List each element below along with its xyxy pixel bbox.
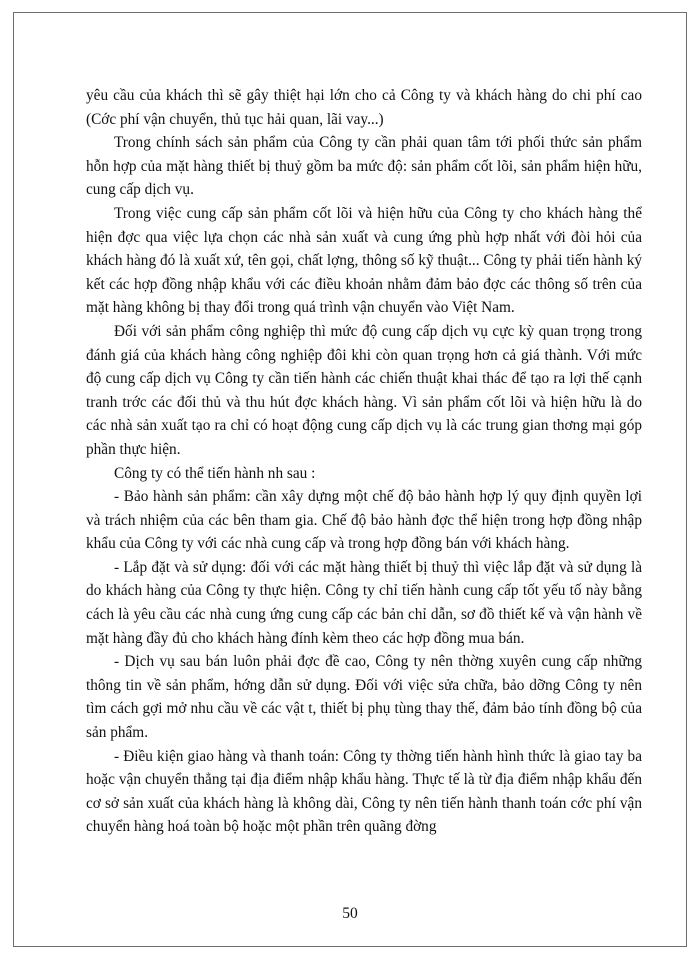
paragraph-product-policy: Trong chính sách sản phẩm của Công ty cần phải quan tâm tới phối thức sản phẩm hỗn hợp của mặt hàng thiết bị thuỷ gồm ba mức độ: sản phẩm cốt lõi, sản phẩm hiện hữu, cung cấp dịch vụ.: [86, 134, 642, 199]
list-item-after-sales: - Dịch vụ sau bán luôn phải đợc đề cao, Công ty nên thờng xuyên cung cấp những thông tin về sản phẩm, hớng dẫn sử dụng. Đối với việc sửa chữa, bảo dỡng Công ty nên tìm cách gợi mở nhu cầu về các vật t, thiết bị phụ tùng thay thế, đảm bảo tính đồng bộ của sản phẩm.: [86, 653, 642, 742]
body-text: [86, 84, 642, 839]
paragraph-intro-list: Công ty có thể tiến hành nh sau :: [114, 464, 316, 482]
list-item-delivery-payment: - Điều kiện giao hàng và thanh toán: Công ty thờng tiến hành hình thức là giao tay ba hoặc vận chuyển thẳng tại địa điểm nhập khẩu hàng. Thực tế là từ địa điểm nhập khẩu đến cơ sở sản xuất của khách hàng là không dài, Công ty nên tiến hành thanh toán cớc phí vận chuyển hàng hoá toàn bộ hoặc một phần trên quãng đờng: [86, 747, 642, 836]
paragraph-core-products: Trong việc cung cấp sản phẩm cốt lõi và hiện hữu của Công ty cho khách hàng thể hiện đợc qua việc lựa chọn các nhà sản xuất và cung ứng phù hợp nhất với đòi hỏi của khách hàng đó là xuất xứ, tên gọi, chất lợng, thông số kỹ thuật... Công ty phải tiến hành ký kết các hợp đồng nhập khẩu với các điều khoản nhằm đảm bảo đợc các thông số trên của mặt hàng không bị thay đổi trong quá trình vận chuyển vào Việt Nam.: [86, 204, 642, 317]
list-item-installation: - Lắp đặt và sử dụng: đối với các mặt hàng thiết bị thuỷ thì việc lắp đặt và sử dụng là do khách hàng của Công ty thực hiện. Công ty chỉ tiến hành cung cấp tốt yếu tố này bằng cách là yêu cầu các nhà cung ứng cung cấp các bản chỉ dẫn, sơ đồ thiết kế và vận hành về mặt hàng đầy đủ cho khách hàng đính kèm theo các hợp đồng mua bán.: [86, 558, 642, 647]
paragraph-industrial-services: Đối với sản phẩm công nghiệp thì mức độ cung cấp dịch vụ cực kỳ quan trọng trong đánh giá của khách hàng công nghiệp đôi khi còn quan trọng hơn cả giá thành. Với mức độ cung cấp dịch vụ Công ty cần tiến hành các chiến thuật khai thác để tạo ra lợi thế cạnh tranh trớc các đối thủ và thu hút đợc khách hàng. Vì sản phẩm cốt lõi và hiện hữu là do các nhà sản xuất tạo ra chỉ có hoạt động cung cấp dịch vụ là các trung gian thơng mại góp phần thực hiện.: [86, 322, 642, 458]
page-number: 50: [342, 905, 358, 922]
paragraph-continuation: yêu cầu của khách thì sẽ gây thiệt hại lớn cho cả Công ty và khách hàng do chi phí cao (Cớc phí vận chuyển, thủ tục hải quan, lãi vay...): [86, 87, 642, 128]
list-item-warranty: - Bảo hành sản phẩm: cần xây dựng một chế độ bảo hành hợp lý quy định quyền lợi và trách nhiệm của các bên tham gia. Chế độ bảo hành đợc thể hiện trong hợp đồng nhập khẩu của Công ty với các nhà cung cấp và trong hợp đồng bán với khách hàng.: [86, 488, 642, 553]
